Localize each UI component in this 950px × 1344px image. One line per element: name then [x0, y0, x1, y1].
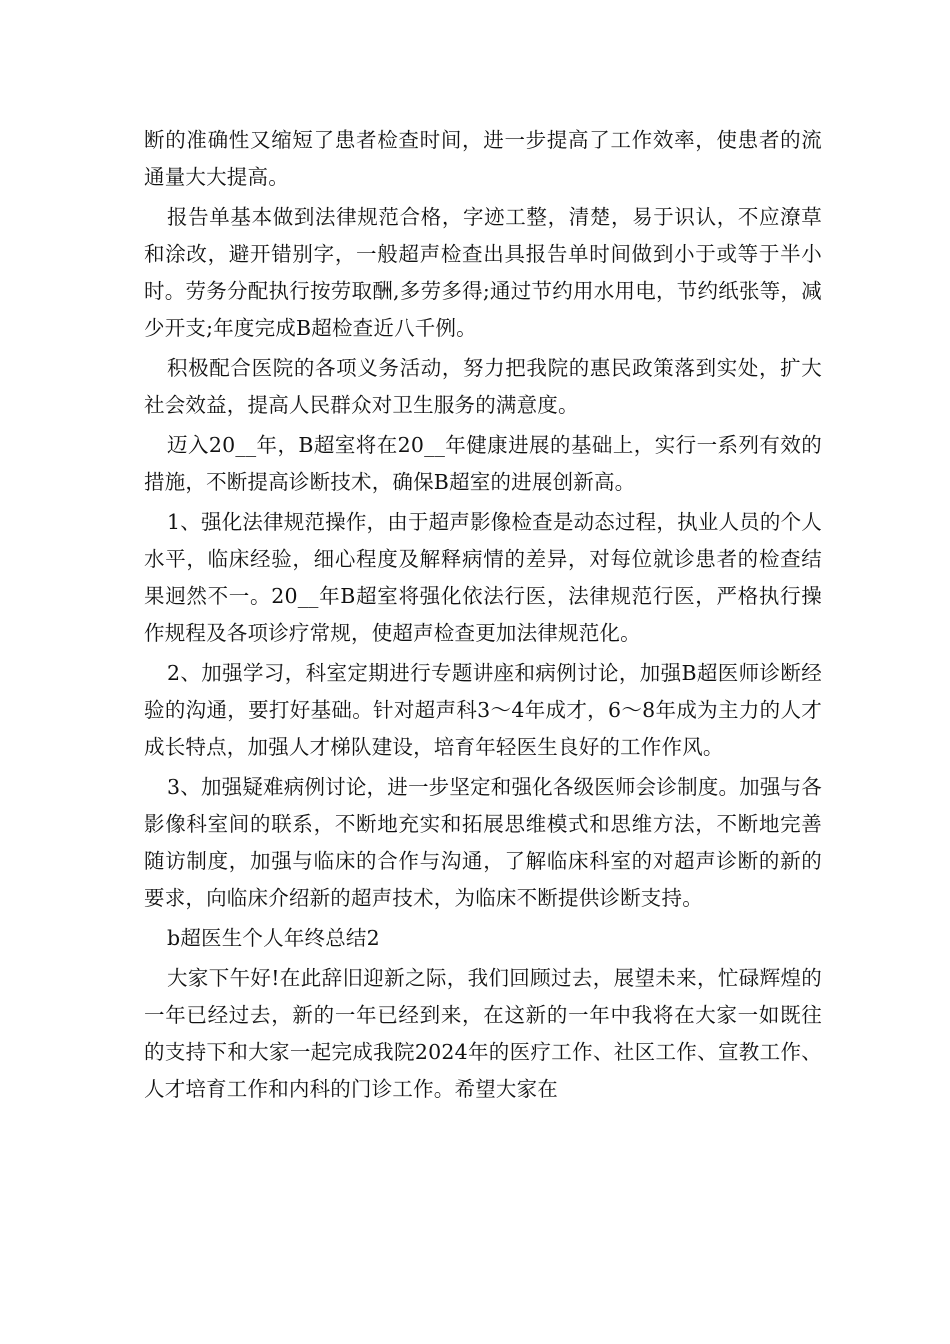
- paragraph-report-standards: 报告单基本做到法律规范合格，字迹工整，清楚，易于识认，不应潦草和涂改，避开错别字，一般超声检查出具报告单时间做到小于或等于半小时。劳务分配执行按劳取酬,多劳多得;通过节约用水用电，节约纸张等，减少开支;年度完成B超检查近八千例。: [144, 205, 822, 340]
- paragraph-new-year-plan: 迈入20__年，B超室将在20__年健康进展的基础上，实行一系列有效的措施，不断提高诊断技术，确保B超室的进展创新高。: [144, 433, 822, 494]
- paragraph-continuation: 断的准确性又缩短了患者检查时间，进一步提高了工作效率，使患者的流通量大大提高。: [144, 128, 822, 189]
- document-body: [144, 122, 822, 1111]
- paragraph-item-3: 3、加强疑难病例讨论，进一步坚定和强化各级医师会诊制度。加强与各影像科室间的联系，不断地充实和拓展思维模式和思维方法，不断地完善随访制度，加强与临床的合作与沟通，了解临床科室的对超声诊断的新的要求，向临床介绍新的超声技术，为临床不断提供诊断支持。: [144, 775, 822, 910]
- paragraph-greeting: 大家下午好!在此辞旧迎新之际，我们回顾过去，展望未来，忙碌辉煌的一年已经过去，新的一年已经到来，在这新的一年中我将在大家一如既往的支持下和大家一起完成我院2024年的医疗工作、社区工作、宣教工作、人才培育工作和内科的门诊工作。希望大家在: [144, 966, 822, 1101]
- paragraph-item-2: 2、加强学习，科室定期进行专题讲座和病例讨论，加强B超医师诊断经验的沟通，要打好基础。针对超声科3～4年成才，6～8年成为主力的人才成长特点，加强人才梯队建设，培育年轻医生良好的工作作风。: [144, 661, 822, 759]
- paragraph-public-service: 积极配合医院的各项义务活动，努力把我院的惠民政策落到实处，扩大社会效益，提高人民群众对卫生服务的满意度。: [144, 356, 822, 417]
- paragraph-item-1: 1、强化法律规范操作，由于超声影像检查是动态过程，执业人员的个人水平，临床经验，细心程度及解释病情的差异，对每位就诊患者的检查结果迥然不一。20__年B超室将强化依法行医，法律规范行医，严格执行操作规程及各项诊疗常规，使超声检查更加法律规范化。: [144, 510, 822, 645]
- section-heading: b超医生个人年终总结2: [167, 926, 380, 950]
